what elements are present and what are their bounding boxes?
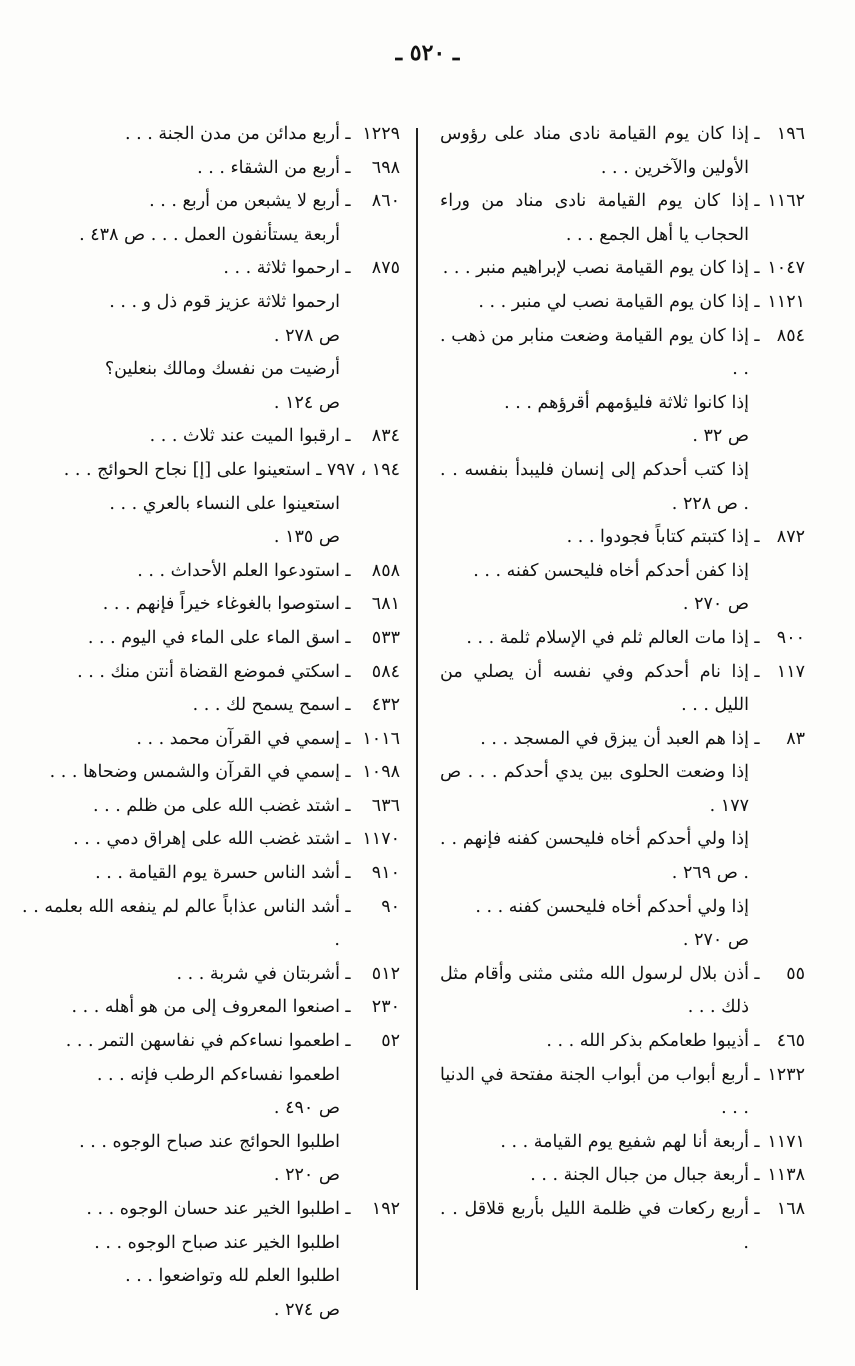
entry-text: إذا كان يوم القيامة نصب لإبراهيم منبر . . .: [442, 258, 749, 279]
index-subentry: [22, 286, 340, 353]
index-entry: [440, 185, 805, 252]
entry-dash: ـ: [345, 695, 351, 716]
entry-text: أربع من الشقاء . . .: [197, 157, 340, 178]
entry-dash: ـ: [345, 1199, 351, 1219]
entry-text: إذا كان يوم القيامة نصب لي منبر . . .: [478, 291, 749, 312]
entry-number: ٤٣٢: [371, 695, 400, 716]
entry-page-ref: ص ١٢٤ .: [273, 392, 340, 413]
index-subentry: [22, 1059, 340, 1126]
subentry-text: إذا كانوا ثلاثة فليؤمهم أقرؤهم . . .: [504, 392, 749, 413]
entry-text: اشتد غضب الله على إهراق دمي . . .: [73, 829, 340, 850]
index-entry: [22, 252, 400, 286]
entry-text: أشد الناس حسرة يوم القيامة . . .: [95, 863, 340, 884]
entry-number: ٥٥: [786, 963, 805, 984]
index-entry: [22, 790, 400, 824]
index-subentry: [440, 555, 749, 622]
subentry-text: إذا ولي أحدكم أخاه فليحسن كفنه فإنهم . . . ص ٢٦٩ .: [440, 829, 749, 884]
index-subentry: [440, 891, 749, 958]
entry-dash: ـ: [345, 426, 351, 447]
subentry-text: اطعموا نفساءكم الرطب فإنه . . .: [96, 1064, 340, 1085]
entry-number: ١٩٢: [371, 1199, 400, 1219]
index-subentry: [440, 756, 749, 823]
subentry-text: استعينوا على النساء بالعري . . .: [109, 493, 340, 514]
entry-text: اسكتي فموضع القضاة أنتن منك . . .: [77, 661, 340, 682]
index-entry: [440, 118, 805, 185]
entry-text: إذا كتبتم كتاباً فجودوا . . .: [566, 527, 749, 548]
entry-text: ارحموا ثلاثة . . .: [223, 258, 340, 279]
subentry-text: إذا كتب أحدكم إلى إنسان فليبدأ بنفسه . . . ص ٢٢٨ .: [440, 459, 749, 514]
entry-dash: ـ: [754, 627, 760, 648]
entry-page-ref: ص ٢٧٤ .: [273, 1299, 340, 1320]
entry-dash: ـ: [754, 963, 760, 984]
index-subentry: [22, 219, 340, 253]
index-entry: [22, 420, 400, 454]
entry-number: ١٢٢٩: [362, 124, 400, 144]
entry-dash: ـ: [345, 863, 351, 884]
subentry-text: اطلبوا الحوائج عند صباح الوجوه . . .: [79, 1131, 340, 1152]
index-entry: [22, 958, 400, 992]
entry-text: إذا مات العالم ثلم في الإسلام ثلمة . . .: [466, 627, 749, 648]
entry-text: أذيبوا طعامكم بذكر الله . . .: [546, 1031, 749, 1052]
entry-page-ref: ص ٤٩٠ .: [273, 1098, 340, 1119]
index-entry: [22, 454, 400, 488]
index-entry: [440, 622, 805, 656]
entry-number: ١٦٨: [776, 1199, 805, 1219]
entry-dash: ـ: [345, 997, 351, 1018]
entry-text: اسق الماء على الماء في اليوم . . .: [87, 627, 340, 648]
entry-dash: ـ: [754, 258, 760, 279]
index-entry: [440, 656, 805, 723]
entry-text: اشتد غضب الله على من ظلم . . .: [93, 795, 340, 816]
entry-text: إسمي في القرآن والشمس وضحاها . . .: [49, 762, 340, 783]
entry-number: ١٠٤٧: [767, 258, 805, 279]
entry-dash: ـ: [345, 829, 351, 850]
index-entry: [22, 723, 400, 757]
entry-dash: ـ: [345, 627, 351, 648]
entry-dash: ـ: [754, 1031, 760, 1052]
index-subentry: [440, 823, 749, 890]
entry-dash: ـ: [754, 1165, 760, 1186]
index-entry: [22, 857, 400, 891]
subentry-text: إذا كفن أحدكم أخاه فليحسن كفنه . . .: [473, 560, 749, 581]
index-entry: [22, 891, 400, 958]
index-entry: [22, 689, 400, 723]
index-subentry: [22, 1260, 340, 1327]
entry-page-ref: ص ٢٢٠ .: [273, 1165, 340, 1186]
page-number: ـ ٥٢٠ ـ: [395, 40, 460, 66]
entry-dash: ـ: [754, 661, 760, 682]
entry-number: ٢٣٠: [371, 997, 400, 1018]
entry-dash: ـ: [345, 963, 351, 984]
index-entry: [440, 1059, 805, 1126]
entry-dash: ـ: [345, 124, 351, 144]
entry-number: ١٩٤ ، ٧٩٧: [326, 459, 400, 480]
index-entry: [22, 185, 400, 219]
entry-text: أربعة جبال من جبال الجنة . . .: [530, 1165, 749, 1186]
entry-text: إذا هم العبد أن يبزق في المسجد . . .: [480, 728, 749, 749]
subentry-text: أرضيت من نفسك ومالك بنعلين؟: [104, 359, 340, 380]
entry-page-ref: ص ٢٧٠ .: [682, 594, 749, 615]
index-subentry: [22, 1227, 340, 1261]
index-entry: [22, 588, 400, 622]
entry-page-ref: ص ٢٧٠ .: [682, 930, 749, 951]
entry-dash: ـ: [345, 661, 351, 682]
subentry-text: ارحموا ثلاثة عزيز قوم ذل و . . .: [109, 291, 340, 312]
entry-number: ١١٦٢: [767, 191, 805, 212]
entry-dash: ـ: [754, 191, 760, 212]
entry-dash: ـ: [754, 1064, 760, 1085]
entry-number: ٦٣٦: [371, 795, 400, 816]
index-entry: [440, 1193, 805, 1260]
entry-number: ٨٥٤: [776, 325, 805, 346]
entry-text: استعينوا على [إ] نجاح الحوائج . . .: [63, 459, 311, 480]
entry-text: أشربتان في شربة . . .: [176, 963, 340, 984]
entry-dash: ـ: [754, 527, 760, 548]
entry-number: ٩٠: [381, 896, 400, 917]
entry-dash: ـ: [345, 728, 351, 749]
entry-number: ٨٦٠: [371, 191, 400, 212]
entry-number: ٥٨٤: [371, 661, 400, 682]
index-entry: [22, 1193, 400, 1227]
entry-number: ١١٢١: [767, 291, 805, 312]
entry-number: ١١٣٨: [767, 1165, 805, 1186]
entry-number: ١٩٦: [776, 124, 805, 144]
index-entry: [440, 521, 805, 555]
index-entry: [440, 252, 805, 286]
entry-number: ٨٣: [786, 728, 805, 749]
entry-dash: ـ: [754, 325, 760, 346]
subentry-text: إذا وضعت الحلوى بين يدي أحدكم . . . ص ١٧٧ .: [440, 762, 749, 816]
index-subentry: [440, 454, 749, 521]
entry-number: ٥٣٣: [371, 627, 400, 648]
entry-text: أربع ركعات في ظلمة الليل بأربع قلاقل . . .: [440, 1199, 749, 1253]
subentry-text: اطلبوا العلم لله وتواضعوا . . .: [125, 1266, 340, 1287]
entry-number: ٨٧٥: [371, 258, 400, 279]
index-entry: [440, 1126, 805, 1160]
entry-text: إذا كان يوم القيامة نادى مناد على رؤوس الأولين والآخرين . . .: [440, 124, 749, 178]
entry-number: ١١٧٠: [362, 829, 400, 850]
entry-dash: ـ: [345, 1031, 351, 1052]
column-divider: [416, 128, 418, 1290]
index-entry: [22, 756, 400, 790]
entry-dash: ـ: [754, 1131, 760, 1152]
entry-number: ٨٣٤: [371, 426, 400, 447]
entry-text: استوصوا بالغوغاء خيراً فإنهم . . .: [102, 594, 340, 615]
entry-text: أربع أبواب من أبواب الجنة مفتحة في الدنيا . . .: [440, 1064, 749, 1119]
entry-dash: ـ: [316, 459, 322, 480]
entry-number: ٥٢: [381, 1031, 400, 1052]
index-entry: [22, 152, 400, 186]
index-subentry: [22, 1126, 340, 1193]
entry-number: ٦٩٨: [371, 157, 400, 178]
entry-page-ref: ص ٢٧٨ .: [273, 325, 340, 346]
entry-dash: ـ: [754, 1199, 760, 1219]
entry-dash: ـ: [345, 795, 351, 816]
entry-number: ٩٠٠: [776, 627, 805, 648]
entry-text: إذا كان يوم القيامة وضعت منابر من ذهب . . .: [440, 325, 749, 380]
entry-dash: ـ: [345, 762, 351, 783]
index-entry: [440, 286, 805, 320]
index-subentry: [22, 353, 340, 420]
index-entry: [440, 958, 805, 1025]
entry-number: ٨٧٢: [776, 527, 805, 548]
entry-dash: ـ: [345, 157, 351, 178]
index-column-left: [22, 118, 400, 1327]
entry-page-ref: ص ٣٢ .: [692, 426, 749, 447]
entry-text: ارقبوا الميت عند ثلاث . . .: [149, 426, 340, 447]
index-entry: [440, 1025, 805, 1059]
entry-text: استودعوا العلم الأحداث . . .: [137, 560, 340, 581]
index-subentry: [440, 387, 749, 454]
index-entry: [440, 723, 805, 757]
entry-text: أذن بلال لرسول الله مثنى مثنى وأقام مثل ذلك . . .: [440, 963, 749, 1018]
entry-dash: ـ: [754, 124, 760, 144]
entry-number: ١١٧: [776, 661, 805, 682]
subentry-text: إذا ولي أحدكم أخاه فليحسن كفنه . . .: [475, 896, 749, 917]
index-entry: [22, 118, 400, 152]
subentry-text: أربعة يستأنفون العمل . . . ص ٤٣٨ .: [79, 224, 340, 245]
entry-text: إذا نام أحدكم وفي نفسه أن يصلي من الليل . . .: [440, 661, 749, 716]
entry-dash: ـ: [345, 258, 351, 279]
entry-text: إسمي في القرآن محمد . . .: [136, 728, 340, 749]
entry-dash: ـ: [345, 191, 351, 212]
entry-dash: ـ: [345, 560, 351, 581]
entry-number: ٤٦٥: [776, 1031, 805, 1052]
index-entry: [22, 622, 400, 656]
entry-text: اسمح يسمح لك . . .: [192, 695, 340, 716]
entry-text: أشد الناس عذاباً عالم لم ينفعه الله بعلمه . . .: [22, 896, 340, 951]
entry-number: ٩١٠: [371, 863, 400, 884]
index-entry: [22, 823, 400, 857]
index-entry: [440, 1159, 805, 1193]
index-column-right: [440, 118, 805, 1260]
index-entry: [440, 320, 805, 387]
index-entry: [22, 656, 400, 690]
entry-number: ٨٥٨: [371, 560, 400, 581]
index-entry: [22, 1025, 400, 1059]
entry-dash: ـ: [345, 594, 351, 615]
entry-dash: ـ: [754, 291, 760, 312]
entry-text: أربعة أنا لهم شفيع يوم القيامة . . .: [500, 1131, 749, 1152]
entry-text: اطلبوا الخير عند حسان الوجوه . . .: [86, 1199, 340, 1219]
entry-number: ١١٧١: [767, 1131, 805, 1152]
subentry-text: اطلبوا الخير عند صباح الوجوه . . .: [94, 1232, 340, 1253]
entry-text: أربع مدائن من مدن الجنة . . .: [125, 124, 340, 144]
entry-number: ١٢٣٢: [767, 1064, 805, 1085]
entry-text: إذا كان يوم القيامة نادى مناد من وراء الحجاب يا أهل الجمع . . .: [440, 191, 749, 245]
entry-text: أربع لا يشبعن من أربع . . .: [149, 191, 340, 212]
entry-number: ٦٨١: [371, 594, 400, 615]
entry-dash: ـ: [754, 728, 760, 749]
entry-text: اطعموا نساءكم في نفاسهن التمر . . .: [65, 1031, 340, 1052]
entry-number: ١٠٩٨: [362, 762, 400, 783]
entry-text: اصنعوا المعروف إلى من هو أهله . . .: [71, 997, 340, 1018]
entry-number: ١٠١٦: [362, 728, 400, 749]
entry-dash: ـ: [345, 896, 351, 917]
index-entry: [22, 991, 400, 1025]
entry-number: ٥١٢: [371, 963, 400, 984]
entry-page-ref: ص ١٣٥ .: [273, 527, 340, 548]
index-subentry: [22, 488, 340, 555]
index-entry: [22, 555, 400, 589]
